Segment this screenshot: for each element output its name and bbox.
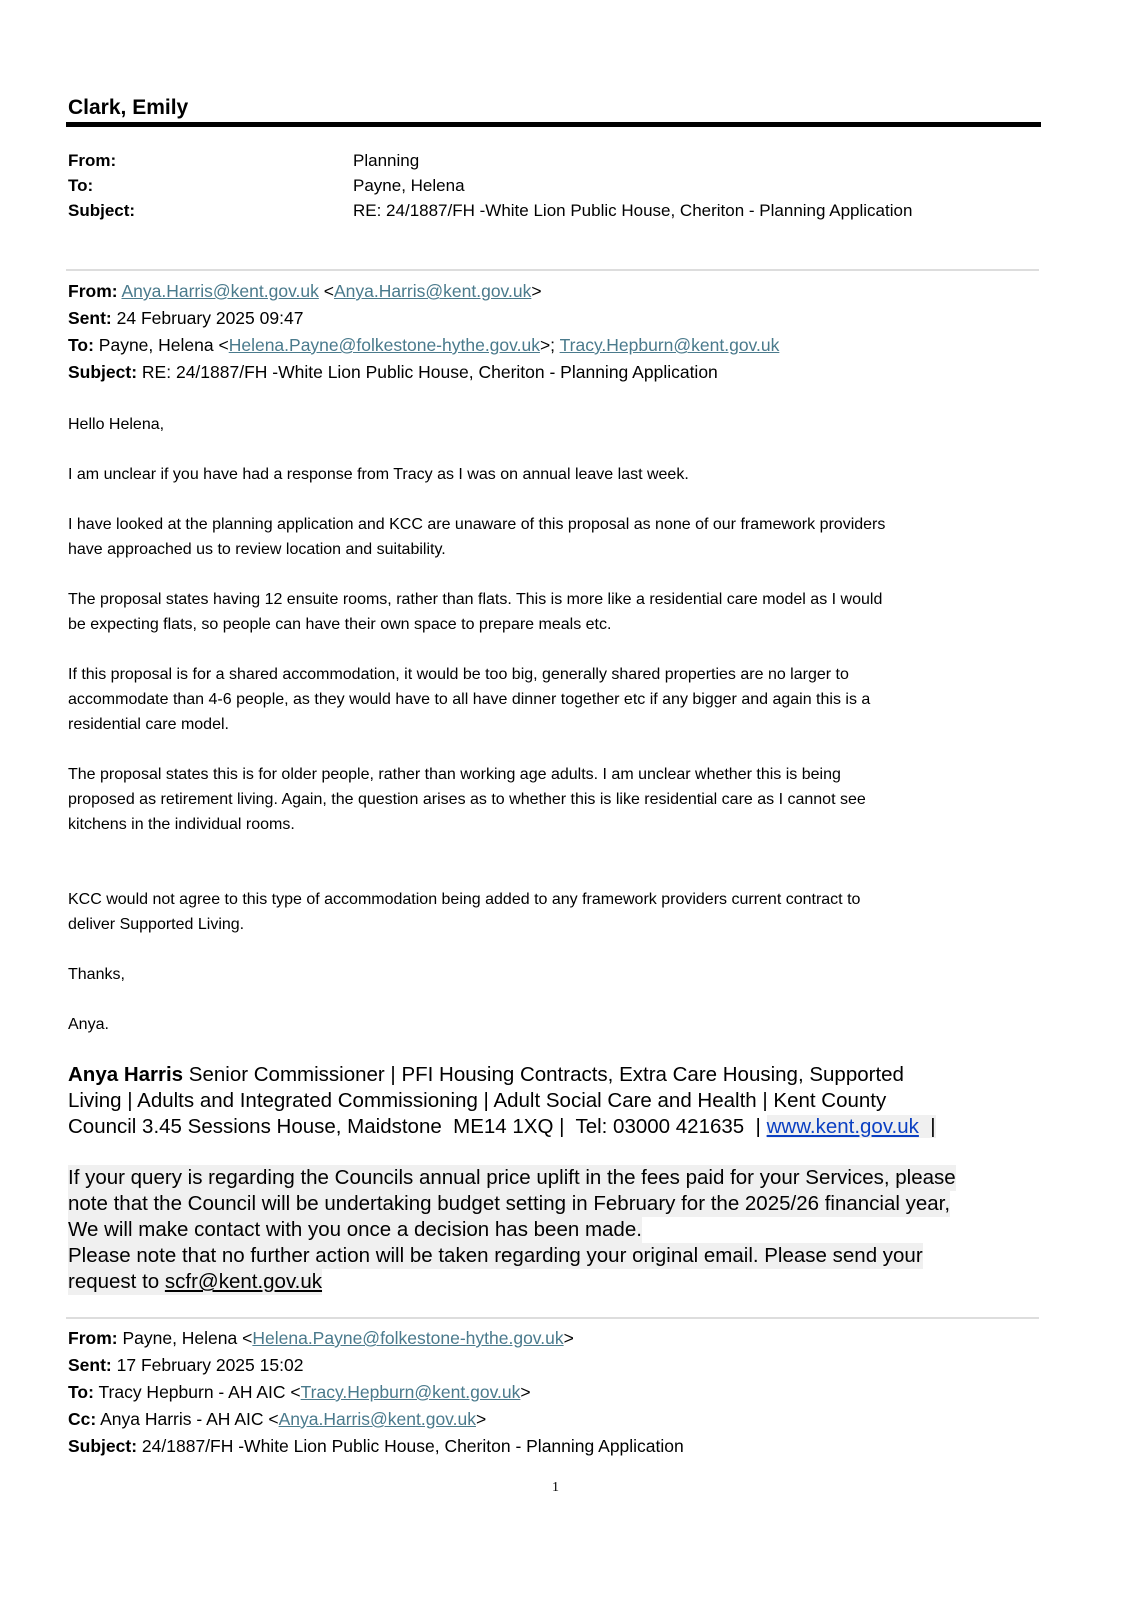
subject-value: RE: 24/1887/FH -White Lion Public House, Cheriton - Planning Application [353, 201, 913, 220]
body-line: have approached us to review location and suitability. [68, 541, 446, 558]
body-paragraph [68, 762, 866, 837]
sent-value: 24 February 2025 09:47 [116, 308, 304, 328]
sent-label: Sent: [68, 1355, 112, 1375]
signature-line-3 [68, 1114, 936, 1140]
notice-line: We will make contact with you once a decision has been made. [68, 1218, 642, 1241]
notice-line: If your query is regarding the Councils annual price uplift in the fees paid for your Services, please [68, 1166, 956, 1189]
notice-line: Please note that no further action will be taken regarding your original email. Please send your [68, 1244, 923, 1267]
body-line: If this proposal is for a shared accommodation, it would be too big, generally shared properties are no larger to [68, 666, 849, 683]
to-label: To: [68, 176, 94, 195]
message1-to: To: Payne, Helena <Helena.Payne@folkestone-hythe.gov.uk>; Tracy.Hepburn@kent.gov.uk [68, 335, 780, 355]
body-line: Anya. [68, 1016, 109, 1033]
outer-from-row [68, 148, 1048, 173]
message2-to: To: Tracy Hepburn - AH AIC <Tracy.Hepburn@kent.gov.uk> [68, 1382, 531, 1402]
subject-label: Subject: [68, 1436, 138, 1456]
signature-line-1 [68, 1062, 936, 1088]
body-paragraph [68, 462, 689, 487]
body-paragraph [68, 587, 882, 637]
body-line: I am unclear if you have had a response from Tracy as I was on annual leave last week. [68, 466, 689, 483]
signature-address: Council 3.45 Sessions House, Maidstone ME14 1XQ | Tel: 03000 421635 | [68, 1115, 767, 1138]
body-paragraph [68, 887, 860, 937]
to-email-link-2[interactable]: Tracy.Hepburn@kent.gov.uk [559, 335, 780, 355]
message2-sent [68, 1352, 684, 1379]
cc-name: Anya Harris - AH AIC [100, 1409, 264, 1429]
from-name: Payne, Helena [122, 1328, 238, 1348]
body-line: I have looked at the planning application and KCC are unaware of this proposal as none of our framework providers [68, 516, 886, 533]
body-line: proposed as retirement living. Again, the question arises as to whether this is like residential care as I cannot see [68, 791, 866, 808]
to-email-link[interactable]: Tracy.Hepburn@kent.gov.uk [300, 1382, 521, 1402]
body-paragraph [68, 512, 885, 562]
to-label: To: [68, 1382, 94, 1402]
from-email-link-2[interactable]: Anya.Harris@kent.gov.uk [333, 281, 532, 301]
to-value: Payne, Helena [353, 176, 465, 195]
subject-label: Subject: [68, 362, 138, 382]
to-email-link[interactable]: Helena.Payne@folkestone-hythe.gov.uk [228, 335, 540, 355]
body-line: The proposal states having 12 ensuite rooms, rather than flats. This is more like a residential care model as I would [68, 591, 883, 608]
from-value: Planning [353, 151, 420, 170]
scfr-email-link[interactable]: scfr@kent.gov.uk [164, 1270, 323, 1293]
from-email-link[interactable]: Anya.Harris@kent.gov.uk [121, 281, 319, 301]
message2-from: From: Payne, Helena <Helena.Payne@folkestone-hythe.gov.uk> [68, 1328, 574, 1348]
from-label: From: [68, 151, 117, 170]
subject-label: Subject: [68, 201, 136, 220]
from-label: From: [68, 1328, 118, 1348]
body-line: kitchens in the individual rooms. [68, 816, 295, 833]
page-number: 1 [552, 1480, 559, 1495]
body-paragraph [68, 662, 870, 737]
body-paragraph [68, 962, 125, 987]
message2-subject [68, 1433, 684, 1460]
body-line: accommodate than 4-6 people, as they would have to all have dinner together etc if any bigger and again this is a [68, 691, 871, 708]
body-line: The proposal states this is for older people, rather than working age adults. I am unclear whether this is being [68, 766, 841, 783]
signature-end: | [918, 1115, 936, 1138]
body-paragraph [68, 412, 164, 437]
message1-header [68, 278, 779, 386]
outer-to-row [68, 173, 1048, 198]
subject-value: RE: 24/1887/FH -White Lion Public House, Cheriton - Planning Application [141, 362, 718, 382]
body-paragraph [68, 1012, 109, 1037]
sent-label: Sent: [68, 308, 112, 328]
subject-value: 24/1887/FH -White Lion Public House, Cheriton - Planning Application [141, 1436, 684, 1456]
header-divider [66, 122, 1041, 127]
message1-from: From: Anya.Harris@kent.gov.uk <Anya.Harris@kent.gov.uk> [68, 281, 542, 301]
sent-value: 17 February 2025 15:02 [116, 1355, 304, 1375]
message1-subject [68, 359, 779, 386]
body-line: be expecting flats, so people can have their own space to prepare meals etc. [68, 616, 612, 633]
signature-name: Anya Harris [68, 1063, 184, 1086]
cc-label: Cc: [68, 1409, 97, 1429]
message2-header [68, 1325, 684, 1460]
to-name: Payne, Helena [98, 335, 214, 355]
message2-cc: Cc: Anya Harris - AH AIC <Anya.Harris@kent.gov.uk> [68, 1409, 487, 1429]
from-label: From: [68, 281, 118, 301]
to-label: To: [68, 335, 94, 355]
body-line: residential care model. [68, 716, 229, 733]
cc-email-link[interactable]: Anya.Harris@kent.gov.uk [278, 1409, 476, 1429]
document-owner-name: Clark, Emily [68, 96, 189, 119]
notice [68, 1165, 956, 1295]
website-link[interactable]: www.kent.gov.uk [766, 1115, 919, 1138]
message-divider-2 [66, 1317, 1039, 1319]
message1-sent [68, 305, 779, 332]
signature [68, 1062, 936, 1140]
body-line: KCC would not agree to this type of accommodation being added to any framework providers current contract to [68, 891, 861, 908]
outer-subject-row [68, 198, 1048, 223]
body-line: Hello Helena, [68, 416, 165, 433]
notice-prefix: request to [68, 1270, 165, 1293]
signature-title: Senior Commissioner | PFI Housing Contracts, Extra Care Housing, Supported [183, 1063, 904, 1086]
body-line: deliver Supported Living. [68, 916, 245, 933]
message-divider [66, 269, 1039, 271]
body-line: Thanks, [68, 966, 125, 983]
to-name: Tracy Hepburn - AH AIC [98, 1382, 286, 1402]
from-email-link[interactable]: Helena.Payne@folkestone-hythe.gov.uk [252, 1328, 564, 1348]
notice-line [68, 1269, 322, 1295]
signature-line-2: Living | Adults and Integrated Commissioning | Adult Social Care and Health | Kent County [68, 1089, 887, 1112]
notice-line: note that the Council will be undertaking budget setting in February for the 2025/26 financial year, [68, 1192, 951, 1215]
